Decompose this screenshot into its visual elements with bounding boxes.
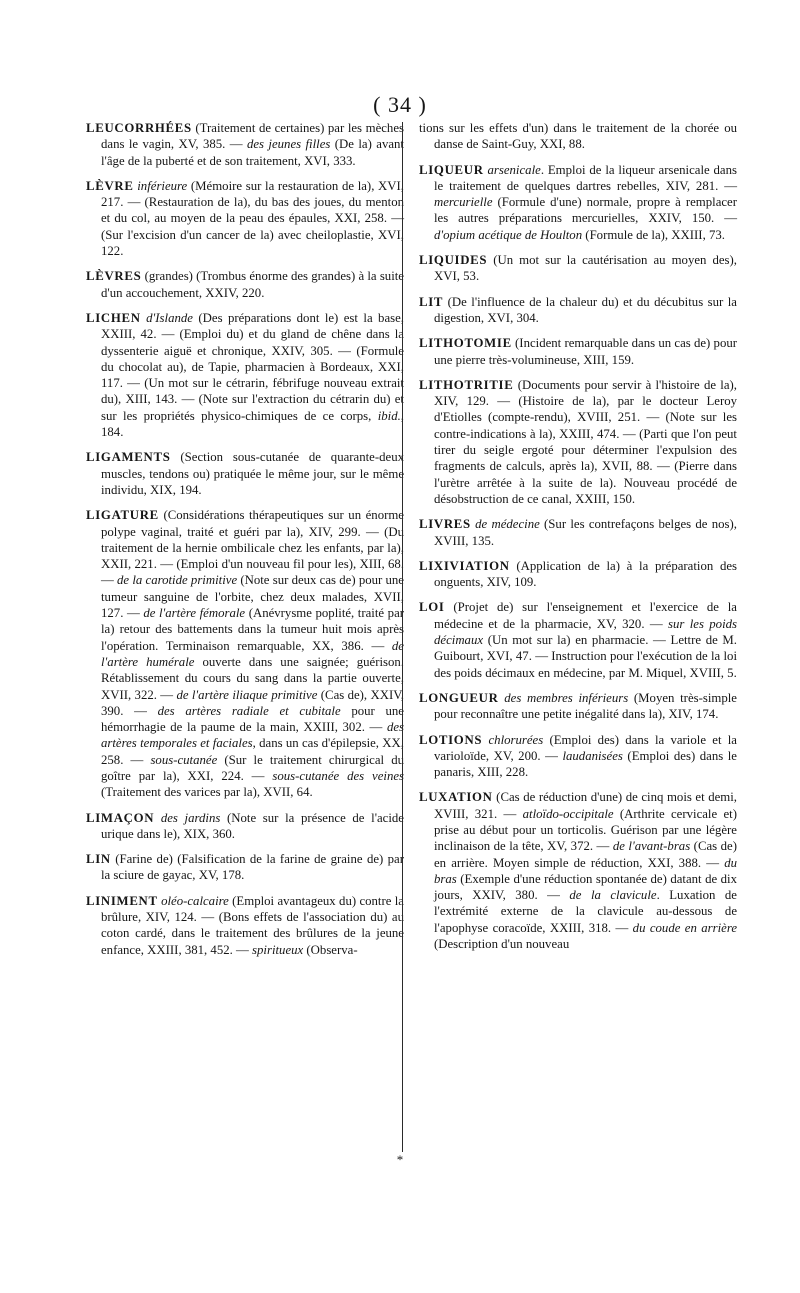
entry-italic-text: atloïdo-occipitale [522,806,614,821]
entry-italic-text: sous-cutanée des veines [272,768,404,783]
entry-text: (De la) avant l'âge de la puberté et de son traitement, XVI, 333. [101,137,404,168]
entry-text [154,811,161,825]
entry-text: (Traitement de certaines) par les mèches dans le vagin, XV, 385. — [101,121,404,152]
entry-text: (Farine de) (Falsification de la farine de graine de) par la sciure de gayac, XV, 178. [101,852,404,883]
entry-headword: LINIMENT [86,893,158,908]
entry-text: (grandes) (Trombus énorme des grandes) à la suite d'un accouchement, XXIV, 220. [101,269,404,300]
entry-italic-text: de l'artère humérale [101,638,404,669]
right-column [419,120,737,961]
entry-italic-text: d'opium acétique de Houlton [434,227,583,242]
index-entry [86,893,404,958]
entry-italic-text: de l'artère iliaque primitive [176,687,318,702]
entry-italic-text: de la carotide primitive [117,573,238,588]
entry-text: . Emploi de la liqueur arsenicale dans le traitement de quelques dartres rebelles, XIV, 281. — [434,162,737,193]
entry-headword: LIVRES [419,517,471,532]
entry-text: (Mémoire sur la restauration de la), XVI, 217. — (Restauration de la), du bas des joues, du menton et du col, au moyen de la peau des épaules, XXI, 258. — (Sur l'excision d'un cancer de la) avec cheiloplastie, XVI, 122. [101,178,404,259]
entry-headword: LICHEN [86,310,141,325]
entry-italic-text: ibid. [377,408,401,423]
index-entry [419,120,737,153]
entry-italic-text: de l'artère fémorale [143,606,246,621]
entry-headword: LIT [419,294,444,309]
index-entry [419,377,737,507]
index-entry [419,789,737,952]
entry-text: (Emploi des) dans la variole et la varioloïde, XV, 200. — [434,732,737,763]
entry-text: (Note sur la présence de l'acide urique dans le), XIX, 360. [101,810,404,841]
entry-headword: LIQUIDES [419,253,488,268]
entry-text: pour une hémorrhagie de la paume de la main, XXIII, 302. — [101,703,404,735]
entry-text: (Incident remarquable dans un cas de) pour une pierre très-volumineuse, XIII, 159. [434,336,737,367]
entry-italic-text: d'Islande [146,310,193,325]
entry-text: (Note sur deux cas de) pour une tumeur sanguine de l'orbite, chez deux malades, XVII, 127. — [101,573,404,621]
entry-text: (Description d'un nouveau [434,937,570,952]
entry-headword: LEUCORRHÉES [86,121,192,135]
entry-italic-text: de l'avant-bras [612,839,691,854]
entry-italic-text: du coude en arrière [632,920,738,935]
entry-headword: LOI [419,600,445,615]
index-entry [86,310,404,440]
entry-text: (Considérations thérapeutiques sur un énorme polype vaginal, traité et guéri par la), XIV, 299. — (Du traitement de la hernie ombilicale chez les enfants, par la), XXII, 221. — (Emploi d'un nouveau fil pour les), XIII, 68. — [101,508,404,588]
index-entry [86,120,404,169]
signature-mark: * [396,1152,404,1167]
index-entry [419,516,737,549]
entry-italic-text: arsenicale [487,162,541,177]
index-entry [419,162,737,243]
entry-text: (Des préparations dont le) est la base, XXIII, 42. — (Emploi du) et du gland de chêne dans la dyssenterie aiguë et chronique, XXIV, 305. — (Formule du chocolat au), de Tapie, pharmacien à Bordeaux, XXI, 117. — (Un mot sur le cétrarin, fébrifuge nouveau extrait du), XIII, 143. — (Note sur l'extraction du cétrarin du) et sur les propriétés physico-chimiques de ce corps, [101,310,404,423]
index-entry [419,294,737,327]
entry-italic-text: oléo-calcaire [161,893,229,908]
entry-text: (Emploi avantageux du) contre la brûlure, XIV, 124. — (Bons effets de l'association du) au coton cardé, dans le traitement des brûlures de la jeune enfance, XXIII, 381, 452. — [101,893,404,957]
entry-headword: LONGUEUR [419,690,499,705]
entry-italic-text: des jeunes filles [246,137,331,152]
entry-italic-text: laudanisées [562,748,623,763]
entry-italic-text: du bras [434,855,737,886]
entry-italic-text: mercurielle [434,195,493,210]
entry-italic-text: des jardins [160,810,221,825]
entry-text: (De l'influence de la chaleur du) et du décubitus sur la digestion, XVI, 304. [434,294,737,325]
entry-text: (Cas de), XXIV, 390. — [101,687,404,718]
entry-text: , dans un cas d'épilepsie, XX, 258. — [101,736,404,767]
index-entry [419,732,737,781]
entry-headword: LIGAMENTS [86,450,171,465]
index-entry [86,810,404,843]
entry-text: . Luxation de l'extrémité externe de la clavicule au-dessous de l'apophyse coracoïde, XXIII, 318. — [434,888,737,935]
index-entry [419,558,737,591]
entry-text: (Moyen très-simple pour reconnaître une petite inégalité dans la), XIV, 174. [434,690,737,722]
entry-italic-text: sur les poids décimaux [434,616,737,648]
left-column [86,120,404,967]
entry-headword: LIQUEUR [419,162,484,177]
index-entry [86,449,404,498]
entry-text: , 184. [101,408,404,440]
entry-headword: LUXATION [419,790,493,805]
entry-headword: LÈVRE [86,178,134,193]
entry-text: (Documents pour servir à l'histoire de la), XIV, 129. — (Histoire de la), par le docteur Leroy d'Etiolles (compte-rendu), XVIII, 251. — (Note sur les contre-indications à la), XXIII, 474. — (Parti que l'on peut tirer du seigle ergoté pour déterminer l'expulsion des fragments de calculs, après la), XVII, 88. — (Pierre dans l'urètre arrêtée à la suite de la). Nouveau procédé de désobstruction de ce canal, XXIII, 150. [434,377,737,506]
entry-italic-text: spiritueux [252,942,304,957]
entry-text: (Arthrite cervicale et) prise au début pour un torticolis. Guérison par une légère inclinaison de la tête, XV, 372. — [434,806,737,854]
entry-headword: LITHOTRITIE [419,377,514,392]
entry-text: (Sur le traitement chirurgical du goître par la), XXI, 224. — [101,752,404,783]
entry-headword: LITHOTOMIE [419,336,512,351]
index-entry [86,268,404,301]
entry-text: (Traitement des varices par la), XVII, 64. [101,785,313,800]
index-entry [419,252,737,285]
entry-italic-text: chlorurées [488,732,544,747]
entry-italic-text: des artères temporales et faciales [101,720,404,751]
entry-text: (Emploi des) dans le panaris, XIII, 228. [434,748,737,780]
index-entry [86,507,404,800]
column-divider [402,122,403,1152]
entry-italic-text: de la clavicule [569,888,657,903]
entry-text: (Cas de réduction d'une) de cinq mois et demi, XVIII, 321. — [434,790,737,821]
entry-italic-text: sous-cutanée [150,752,218,767]
entry-headword: LOTIONS [419,732,483,747]
entry-text: tions sur les effets d'un) dans le traitement de la chorée ou danse de Saint-Guy, XXI, 88. [419,121,737,152]
page-number: ( 34 ) [373,92,427,117]
entry-headword: LIXIVIATION [419,558,510,573]
entry-italic-text: inférieure [137,178,188,193]
entry-text: (Application de la) à la préparation des onguents, XIV, 109. [434,558,737,590]
index-entry [419,690,737,723]
entry-text: (Un mot sur la) en pharmacie. — Lettre de M. Guibourt, XVI, 47. — Instruction pour l'exécution de la loi des poids décimaux en médecine, par M. Miquel, XVIII, 5. [434,633,737,680]
entry-text: (Sur les contrefaçons belges de nos), XVIII, 135. [434,517,737,548]
index-entry [419,599,737,680]
entry-text: (Un mot sur la cautérisation au moyen des), XVI, 53. [434,253,737,284]
index-entry [86,178,404,259]
entry-headword: LIMAÇON [86,810,155,825]
entry-headword: LIN [86,852,111,867]
entry-text: (Formule de la), XXIII, 73. [582,227,725,242]
entry-text: (Anévrysme poplité, traité par la) retour des battements dans la tumeur huit mois après l'opération. Terminaison remarquable, XX, 386. — [101,606,405,653]
entry-headword: LIGATURE [86,508,159,523]
entry-text: (Formule d'une) normale, propre à remplacer les autres préparations mercurielles, XXIV, 150. — [434,195,737,226]
entry-text: (Observa- [303,942,358,957]
entry-italic-text: de médecine [475,517,540,532]
entry-text: (Cas de) en arrière. Moyen simple de réduction, XXI, 388. — [434,839,737,870]
entry-text: (Section sous-cutanée de quarante-deux muscles, tendons ou) pratiquée le même jour, sur le même individu, XIX, 194. [101,450,404,497]
entry-italic-text: des membres inférieurs [504,690,629,705]
index-entry [86,851,404,884]
entry-text: ouverte dans une saignée; guérison. Rétablissement du cours du sang dans la partie ouverte, XVII, 322. — [101,654,404,702]
entry-text: (Exemple d'une réduction spontanée de) datant de dix jours, XXIV, 380. — [434,871,737,903]
entry-italic-text: des artères radiale et cubitale [157,703,341,718]
entry-headword: LÈVRES [86,269,142,284]
entry-text: (Projet de) sur l'enseignement et l'exercice de la médecine et de la pharmacie, XV, 320. — [434,600,737,631]
index-entry [419,335,737,368]
